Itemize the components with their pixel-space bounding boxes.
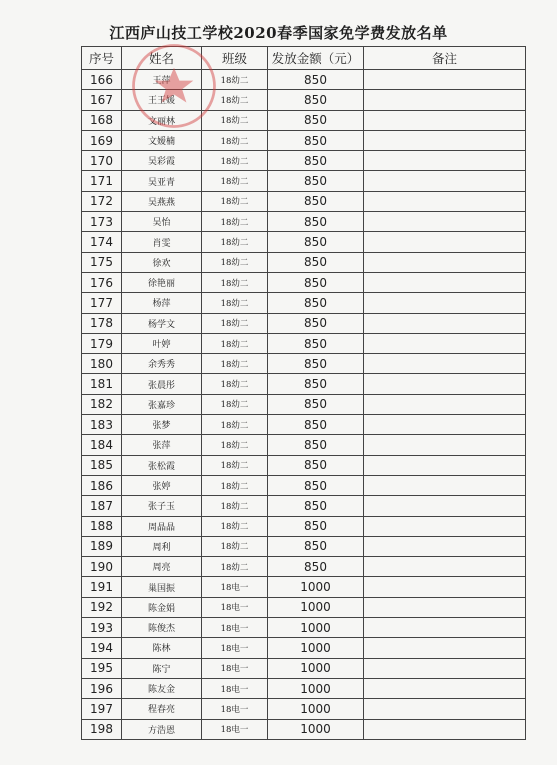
- row-number: 180: [82, 354, 122, 374]
- note-cell: [364, 475, 526, 495]
- student-name: 陈俊杰: [122, 618, 202, 638]
- payment-amount: 1000: [268, 618, 364, 638]
- table-row: [82, 536, 526, 556]
- student-name: 张松霞: [122, 455, 202, 475]
- table-row: [82, 293, 526, 313]
- payment-amount: 850: [268, 272, 364, 292]
- student-name: 王萍: [122, 70, 202, 90]
- payment-amount: 850: [268, 90, 364, 110]
- payment-amount: 850: [268, 110, 364, 130]
- class-name: 18幼二: [202, 313, 268, 333]
- student-name: 程春亮: [122, 699, 202, 719]
- student-name: 杨学文: [122, 313, 202, 333]
- note-cell: [364, 151, 526, 171]
- class-name: 18电一: [202, 597, 268, 617]
- row-number: 183: [82, 415, 122, 435]
- payment-amount: 850: [268, 212, 364, 232]
- row-number: 197: [82, 699, 122, 719]
- class-name: 18幼二: [202, 212, 268, 232]
- table-row: [82, 272, 526, 292]
- row-number: 186: [82, 475, 122, 495]
- class-name: 18幼二: [202, 374, 268, 394]
- payment-amount: 850: [268, 252, 364, 272]
- table-row: [82, 415, 526, 435]
- header-no: 序号: [82, 47, 122, 70]
- student-name: 张嘉珍: [122, 394, 202, 414]
- student-name: 文丽林: [122, 110, 202, 130]
- student-name: 陈金娟: [122, 597, 202, 617]
- table-row: [82, 110, 526, 130]
- note-cell: [364, 313, 526, 333]
- student-name: 吴怡: [122, 212, 202, 232]
- class-name: 18幼二: [202, 516, 268, 536]
- row-number: 174: [82, 232, 122, 252]
- row-number: 198: [82, 719, 122, 739]
- table-row: [82, 90, 526, 110]
- table-row: [82, 232, 526, 252]
- table-row: [82, 394, 526, 414]
- student-name: 文嫒楠: [122, 130, 202, 150]
- student-name: 张梦: [122, 415, 202, 435]
- class-name: 18幼二: [202, 90, 268, 110]
- class-name: 18电一: [202, 719, 268, 739]
- row-number: 179: [82, 333, 122, 353]
- class-name: 18幼二: [202, 435, 268, 455]
- note-cell: [364, 536, 526, 556]
- payment-amount: 850: [268, 435, 364, 455]
- student-name: 巢国振: [122, 577, 202, 597]
- table-row: [82, 212, 526, 232]
- row-number: 171: [82, 171, 122, 191]
- student-name: 徐欢: [122, 252, 202, 272]
- payment-amount: 850: [268, 496, 364, 516]
- note-cell: [364, 577, 526, 597]
- payment-amount: 850: [268, 151, 364, 171]
- header-note: 备注: [364, 47, 526, 70]
- table-row: [82, 313, 526, 333]
- student-name: 王玉媛: [122, 90, 202, 110]
- class-name: 18幼二: [202, 354, 268, 374]
- class-name: 18幼二: [202, 272, 268, 292]
- note-cell: [364, 516, 526, 536]
- note-cell: [364, 110, 526, 130]
- note-cell: [364, 597, 526, 617]
- row-number: 182: [82, 394, 122, 414]
- class-name: 18电一: [202, 618, 268, 638]
- row-number: 191: [82, 577, 122, 597]
- row-number: 175: [82, 252, 122, 272]
- class-name: 18幼二: [202, 70, 268, 90]
- row-number: 178: [82, 313, 122, 333]
- student-name: 张子玉: [122, 496, 202, 516]
- note-cell: [364, 171, 526, 191]
- payment-amount: 850: [268, 130, 364, 150]
- student-name: 周晶晶: [122, 516, 202, 536]
- note-cell: [364, 719, 526, 739]
- class-name: 18幼二: [202, 293, 268, 313]
- row-number: 189: [82, 536, 122, 556]
- row-number: 188: [82, 516, 122, 536]
- note-cell: [364, 496, 526, 516]
- table-row: [82, 678, 526, 698]
- student-name: 余秀秀: [122, 354, 202, 374]
- table-row: [82, 475, 526, 495]
- payment-amount: 850: [268, 374, 364, 394]
- class-name: 18电一: [202, 638, 268, 658]
- class-name: 18幼二: [202, 536, 268, 556]
- row-number: 167: [82, 90, 122, 110]
- student-name: 叶婷: [122, 333, 202, 353]
- payment-amount: 850: [268, 354, 364, 374]
- student-name: 杨萍: [122, 293, 202, 313]
- note-cell: [364, 394, 526, 414]
- note-cell: [364, 354, 526, 374]
- student-name: 陈宁: [122, 658, 202, 678]
- class-name: 18电一: [202, 699, 268, 719]
- payment-amount: 850: [268, 293, 364, 313]
- row-number: 169: [82, 130, 122, 150]
- payment-amount: 850: [268, 455, 364, 475]
- class-name: 18电一: [202, 658, 268, 678]
- table-row: [82, 618, 526, 638]
- row-number: 193: [82, 618, 122, 638]
- table-row: [82, 171, 526, 191]
- payment-amount: 1000: [268, 699, 364, 719]
- note-cell: [364, 232, 526, 252]
- row-number: 181: [82, 374, 122, 394]
- payment-amount: 1000: [268, 658, 364, 678]
- table-row: [82, 719, 526, 739]
- document-title: 江西庐山技工学校2020春季国家免学费发放名单: [109, 24, 448, 42]
- row-number: 187: [82, 496, 122, 516]
- table-row: [82, 496, 526, 516]
- header-name: 姓名: [122, 47, 202, 70]
- table-row: [82, 455, 526, 475]
- payment-amount: 850: [268, 536, 364, 556]
- student-name: 肖雯: [122, 232, 202, 252]
- row-number: 184: [82, 435, 122, 455]
- note-cell: [364, 415, 526, 435]
- table-row: [82, 130, 526, 150]
- note-cell: [364, 212, 526, 232]
- student-name: 周利: [122, 536, 202, 556]
- note-cell: [364, 90, 526, 110]
- payment-amount: 1000: [268, 638, 364, 658]
- table-row: [82, 354, 526, 374]
- class-name: 18幼二: [202, 455, 268, 475]
- class-name: 18幼二: [202, 151, 268, 171]
- student-name: 吴燕燕: [122, 191, 202, 211]
- note-cell: [364, 638, 526, 658]
- class-name: 18幼二: [202, 130, 268, 150]
- row-number: 176: [82, 272, 122, 292]
- table-row: [82, 435, 526, 455]
- student-name: 周亮: [122, 557, 202, 577]
- note-cell: [364, 455, 526, 475]
- note-cell: [364, 658, 526, 678]
- note-cell: [364, 293, 526, 313]
- table-row: [82, 638, 526, 658]
- note-cell: [364, 272, 526, 292]
- payment-amount: 850: [268, 394, 364, 414]
- row-number: 173: [82, 212, 122, 232]
- row-number: 192: [82, 597, 122, 617]
- table-body: [82, 70, 526, 740]
- row-number: 190: [82, 557, 122, 577]
- payment-amount: 1000: [268, 597, 364, 617]
- note-cell: [364, 252, 526, 272]
- note-cell: [364, 557, 526, 577]
- note-cell: [364, 699, 526, 719]
- note-cell: [364, 618, 526, 638]
- table-row: [82, 577, 526, 597]
- student-name: 张婷: [122, 475, 202, 495]
- class-name: 18幼二: [202, 496, 268, 516]
- table-row: [82, 70, 526, 90]
- row-number: 195: [82, 658, 122, 678]
- class-name: 18电一: [202, 678, 268, 698]
- header-amount: 发放金额（元）: [268, 47, 364, 70]
- table-row: [82, 252, 526, 272]
- row-number: 172: [82, 191, 122, 211]
- payment-amount: 850: [268, 191, 364, 211]
- note-cell: [364, 678, 526, 698]
- student-name: 张萍: [122, 435, 202, 455]
- row-number: 177: [82, 293, 122, 313]
- payment-amount: 1000: [268, 577, 364, 597]
- student-name: 方浩恩: [122, 719, 202, 739]
- table-row: [82, 658, 526, 678]
- note-cell: [364, 374, 526, 394]
- class-name: 18电一: [202, 577, 268, 597]
- class-name: 18幼二: [202, 557, 268, 577]
- class-name: 18幼二: [202, 333, 268, 353]
- class-name: 18幼二: [202, 252, 268, 272]
- student-name: 陈林: [122, 638, 202, 658]
- row-number: 194: [82, 638, 122, 658]
- row-number: 196: [82, 678, 122, 698]
- payment-amount: 850: [268, 516, 364, 536]
- table-row: [82, 597, 526, 617]
- class-name: 18幼二: [202, 394, 268, 414]
- payment-amount: 850: [268, 475, 364, 495]
- class-name: 18幼二: [202, 475, 268, 495]
- table-row: [82, 151, 526, 171]
- class-name: 18幼二: [202, 171, 268, 191]
- note-cell: [364, 130, 526, 150]
- table-row: [82, 557, 526, 577]
- payment-amount: 850: [268, 232, 364, 252]
- note-cell: [364, 70, 526, 90]
- row-number: 185: [82, 455, 122, 475]
- class-name: 18幼二: [202, 110, 268, 130]
- payment-amount: 850: [268, 313, 364, 333]
- note-cell: [364, 435, 526, 455]
- payment-amount: 1000: [268, 719, 364, 739]
- table-row: [82, 374, 526, 394]
- table-row: [82, 699, 526, 719]
- payment-amount: 850: [268, 557, 364, 577]
- table-header-row: [82, 47, 526, 70]
- student-name: 徐艳丽: [122, 272, 202, 292]
- header-class: 班级: [202, 47, 268, 70]
- payment-amount: 1000: [268, 678, 364, 698]
- row-number: 168: [82, 110, 122, 130]
- class-name: 18幼二: [202, 232, 268, 252]
- class-name: 18幼二: [202, 191, 268, 211]
- student-name: 张晨彤: [122, 374, 202, 394]
- payment-amount: 850: [268, 415, 364, 435]
- table-row: [82, 516, 526, 536]
- student-name: 陈友金: [122, 678, 202, 698]
- row-number: 170: [82, 151, 122, 171]
- row-number: 166: [82, 70, 122, 90]
- payment-amount: 850: [268, 70, 364, 90]
- roster-table: [81, 46, 526, 740]
- class-name: 18幼二: [202, 415, 268, 435]
- student-name: 吴亚青: [122, 171, 202, 191]
- payment-amount: 850: [268, 333, 364, 353]
- table-row: [82, 191, 526, 211]
- table-row: [82, 333, 526, 353]
- student-name: 吴彩霞: [122, 151, 202, 171]
- payment-amount: 850: [268, 171, 364, 191]
- note-cell: [364, 333, 526, 353]
- note-cell: [364, 191, 526, 211]
